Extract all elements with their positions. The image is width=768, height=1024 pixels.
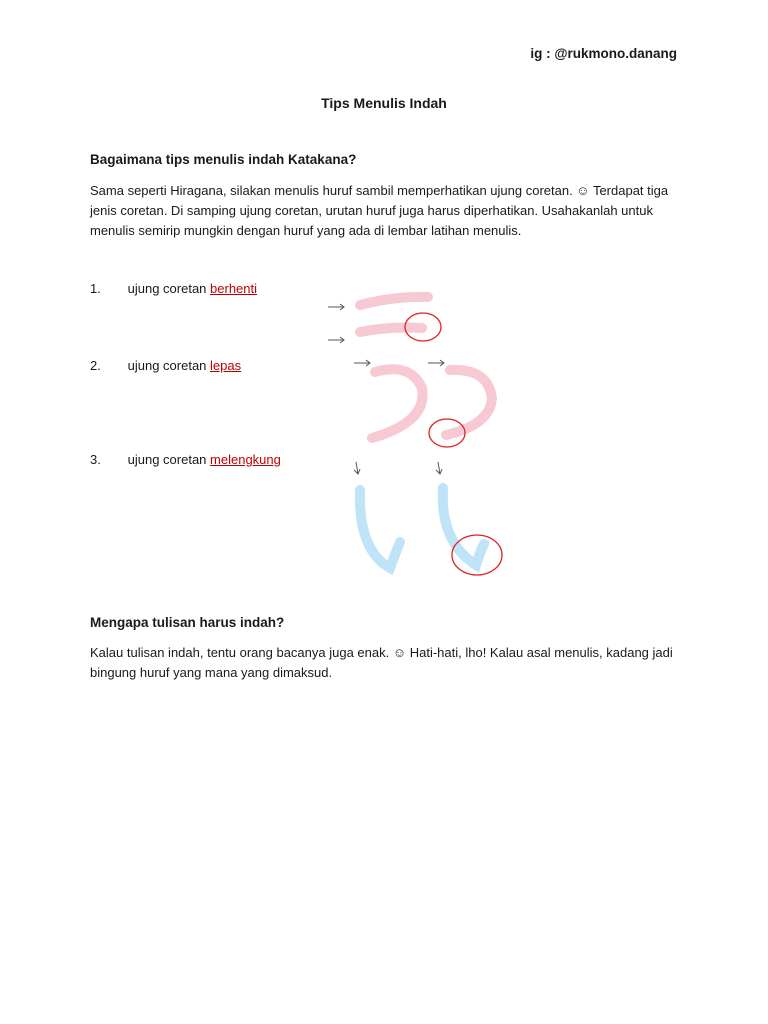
pink-stroke [360, 297, 428, 305]
list-highlight: melengkung [210, 452, 281, 467]
paragraph-line: Sama seperti Hiragana, silakan menulis huruf sambil memperhatikan ujung coretan. ☺ Terdapat tiga [90, 183, 669, 198]
arrow-right-icon [428, 360, 444, 366]
list-text: ujung coretan [127, 452, 207, 467]
section-heading-katakana: Bagaimana tips menulis indah Katakana? [90, 152, 357, 167]
list-number: 1. [90, 281, 101, 296]
list-text: ujung coretan [127, 281, 207, 296]
blue-stroke [443, 488, 484, 565]
stroke-diagram [310, 280, 530, 590]
list-text: ujung coretan [127, 358, 207, 373]
arrow-right-icon [328, 337, 344, 343]
arrow-right-icon [354, 360, 370, 366]
why-paragraph [90, 643, 680, 683]
pink-stroke [360, 328, 422, 333]
page-title: Tips Menulis Indah [321, 95, 447, 111]
list-number: 2. [90, 358, 101, 373]
list-highlight: berhenti [210, 281, 258, 296]
paragraph-line: Kalau tulisan indah, tentu orang bacanya juga enak. ☺ Hati-hati, lho! Kalau asal menulis, kadang jadi [90, 645, 673, 660]
blue-stroke [360, 490, 400, 568]
list-number: 3. [90, 452, 101, 467]
pink-stroke [372, 369, 423, 438]
paragraph-line: bingung huruf yang mana yang dimaksud. [90, 665, 333, 680]
list-item-melengkung [90, 452, 281, 467]
paragraph-line: jenis coretan. Di samping ujung coretan, urutan huruf juga harus diperhatikan. Usahakanlah untuk [90, 203, 653, 218]
list-item-berhenti [90, 281, 257, 296]
pink-stroke [446, 370, 492, 435]
arrow-right-icon [328, 304, 344, 310]
arrow-down-icon [354, 462, 360, 474]
arrow-down-icon [436, 462, 442, 474]
section-heading-why: Mengapa tulisan harus indah? [90, 615, 285, 630]
intro-paragraph [90, 181, 680, 241]
instagram-handle: ig : @rukmono.danang [530, 46, 677, 61]
list-highlight: lepas [210, 358, 242, 373]
list-item-lepas [90, 358, 241, 373]
paragraph-line: menulis semirip mungkin dengan huruf yang ada di lembar latihan menulis. [90, 223, 522, 238]
